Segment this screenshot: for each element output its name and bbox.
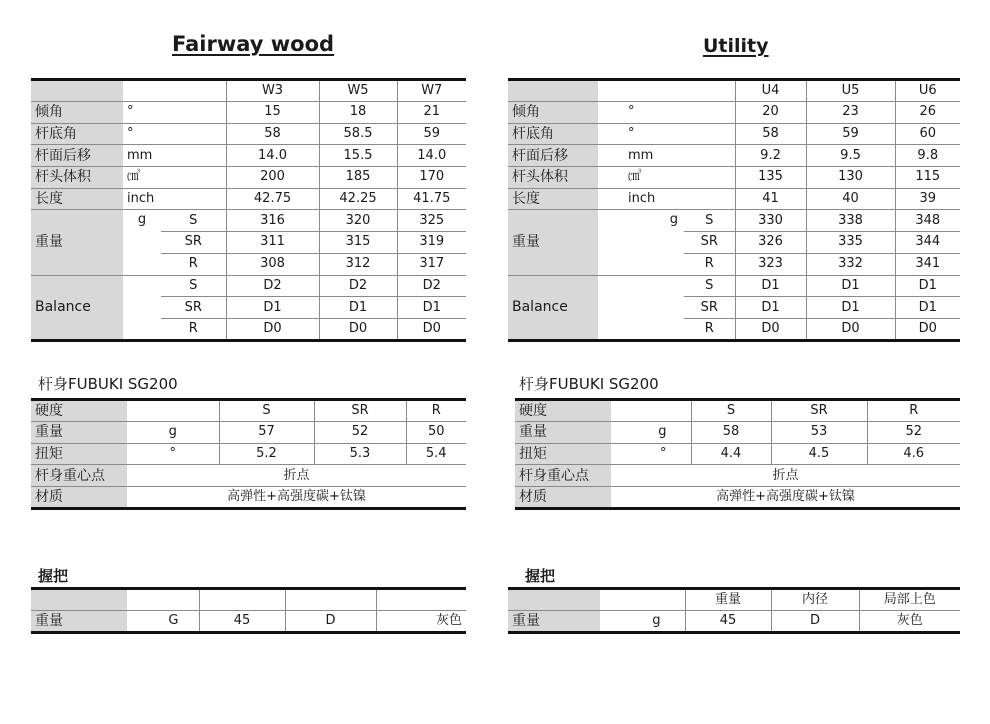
table-row xyxy=(515,422,960,444)
value: 高弹性+高强度碳+钛镍 xyxy=(611,487,960,509)
value: 14.0 xyxy=(397,145,466,167)
table-row xyxy=(31,210,466,232)
unit: ㎤ xyxy=(598,167,735,189)
value: 14.0 xyxy=(226,145,319,167)
row-label: Balance xyxy=(508,275,598,340)
table-row xyxy=(31,487,466,509)
value: 26 xyxy=(895,102,960,124)
fairway-head-spec-table xyxy=(31,78,466,342)
value: 335 xyxy=(806,232,895,254)
table-row xyxy=(508,210,960,232)
row-label: 杆身重心点 xyxy=(515,465,611,487)
value: D0 xyxy=(226,318,319,340)
table-row xyxy=(508,589,960,611)
flex-label: S xyxy=(684,275,735,297)
table-row xyxy=(31,275,466,297)
value: 59 xyxy=(397,123,466,145)
row-label: 倾角 xyxy=(508,102,598,124)
value: D1 xyxy=(397,297,466,319)
flex-label: R xyxy=(161,253,226,275)
row-label: 硬度 xyxy=(31,400,127,422)
flex-label: SR xyxy=(161,232,226,254)
row-label: 长度 xyxy=(31,188,123,210)
table-row xyxy=(508,275,960,297)
value: 4.4 xyxy=(691,443,771,465)
table-row xyxy=(508,145,960,167)
row-label: Balance xyxy=(31,275,123,340)
table-row xyxy=(31,145,466,167)
value: D1 xyxy=(735,297,806,319)
utility-title: Utility xyxy=(703,35,769,57)
unit: G xyxy=(127,610,199,632)
value: 4.5 xyxy=(771,443,867,465)
flex-value: SR xyxy=(771,400,867,422)
value: 15.5 xyxy=(319,145,397,167)
value: D2 xyxy=(319,275,397,297)
table-row xyxy=(508,80,960,102)
column-header: 局部上色 xyxy=(859,589,960,611)
value: 60 xyxy=(895,123,960,145)
flex-label: SR xyxy=(684,232,735,254)
value: 42.25 xyxy=(319,188,397,210)
value: D1 xyxy=(895,275,960,297)
unit: g xyxy=(600,611,685,633)
value: 319 xyxy=(397,232,466,254)
value: 58 xyxy=(735,123,806,145)
flex-value: S xyxy=(219,400,314,422)
flex-value: S xyxy=(691,400,771,422)
value: 39 xyxy=(895,188,960,210)
utility-head-spec-table xyxy=(508,78,960,342)
table-row xyxy=(508,102,960,124)
value: D xyxy=(285,610,376,632)
value: 50 xyxy=(406,422,466,444)
unit: inch xyxy=(123,188,226,210)
value: 折点 xyxy=(127,465,466,487)
value: 317 xyxy=(397,253,466,275)
table-row xyxy=(31,80,466,102)
value: 323 xyxy=(735,253,806,275)
row-label: 重量 xyxy=(31,422,127,444)
flex-label: R xyxy=(684,253,735,275)
row-label: 硬度 xyxy=(515,400,611,422)
table-row xyxy=(508,167,960,189)
value: 312 xyxy=(319,253,397,275)
unit: inch xyxy=(598,188,735,210)
value: 42.75 xyxy=(226,188,319,210)
grip-title: 握把 xyxy=(525,567,556,585)
value: 308 xyxy=(226,253,319,275)
shaft-title: 杆身FUBUKI SG200 xyxy=(519,375,659,393)
table-row xyxy=(508,611,960,633)
value: D2 xyxy=(226,275,319,297)
value: 52 xyxy=(314,422,406,444)
row-label: 扭矩 xyxy=(515,443,611,465)
value: 332 xyxy=(806,253,895,275)
value: 57 xyxy=(219,422,314,444)
row-label: 杆面后移 xyxy=(31,145,123,167)
value: 330 xyxy=(735,210,806,232)
value: 9.8 xyxy=(895,145,960,167)
value: 53 xyxy=(771,422,867,444)
unit: g xyxy=(123,210,161,275)
table-row xyxy=(31,167,466,189)
table-row xyxy=(31,400,466,422)
value: 344 xyxy=(895,232,960,254)
row-label: 倾角 xyxy=(31,102,123,124)
utility-grip-table xyxy=(508,587,960,634)
unit: g xyxy=(611,422,691,444)
row-label: 重量 xyxy=(508,611,600,633)
row-label: 杆底角 xyxy=(31,123,123,145)
value: D1 xyxy=(895,297,960,319)
row-label: 扭矩 xyxy=(31,443,127,465)
table-row xyxy=(508,188,960,210)
fairway-grip-table xyxy=(31,587,466,634)
table-row xyxy=(31,102,466,124)
row-label: 长度 xyxy=(508,188,598,210)
row-label: 杆头体积 xyxy=(31,167,123,189)
value: 130 xyxy=(806,167,895,189)
value: 灰色 xyxy=(376,610,466,632)
flex-label: S xyxy=(684,210,735,232)
value: D1 xyxy=(806,275,895,297)
value: 4.6 xyxy=(867,443,960,465)
value: 348 xyxy=(895,210,960,232)
value: D0 xyxy=(806,318,895,340)
value: 45 xyxy=(199,610,285,632)
value: 311 xyxy=(226,232,319,254)
row-label: 重量 xyxy=(31,210,123,275)
fairway-shaft-table xyxy=(31,398,466,510)
value: D xyxy=(771,611,859,633)
value: D1 xyxy=(735,275,806,297)
column-header: U5 xyxy=(806,80,895,102)
row-label: 杆头体积 xyxy=(508,167,598,189)
value: 5.3 xyxy=(314,443,406,465)
table-row xyxy=(31,123,466,145)
value: 341 xyxy=(895,253,960,275)
value: 59 xyxy=(806,123,895,145)
fairway-wood-title: Fairway wood xyxy=(172,32,335,56)
value: D1 xyxy=(806,297,895,319)
value: 20 xyxy=(735,102,806,124)
value: 320 xyxy=(319,210,397,232)
table-row xyxy=(31,465,466,487)
value: 9.5 xyxy=(806,145,895,167)
value: 338 xyxy=(806,210,895,232)
flex-label: S xyxy=(161,275,226,297)
value: 15 xyxy=(226,102,319,124)
flex-label: SR xyxy=(161,297,226,319)
flex-label: R xyxy=(161,318,226,340)
column-header: W5 xyxy=(319,80,397,102)
value: 高弹性+高强度碳+钛镍 xyxy=(127,487,466,509)
unit: ° xyxy=(598,123,735,145)
row-label: 材质 xyxy=(515,487,611,509)
table-row xyxy=(31,589,466,611)
value: D1 xyxy=(226,297,319,319)
table-row xyxy=(31,610,466,632)
value: 21 xyxy=(397,102,466,124)
grip-title: 握把 xyxy=(38,567,69,585)
flex-label: SR xyxy=(684,297,735,319)
value: 326 xyxy=(735,232,806,254)
value: 315 xyxy=(319,232,397,254)
value: 316 xyxy=(226,210,319,232)
value: 58 xyxy=(691,422,771,444)
value: 9.2 xyxy=(735,145,806,167)
unit: ° xyxy=(598,102,735,124)
flex-label: S xyxy=(161,210,226,232)
value: D2 xyxy=(397,275,466,297)
value: 18 xyxy=(319,102,397,124)
value: 23 xyxy=(806,102,895,124)
flex-value: SR xyxy=(314,400,406,422)
value: 170 xyxy=(397,167,466,189)
unit: ° xyxy=(127,443,219,465)
unit: mm xyxy=(598,145,735,167)
value: 灰色 xyxy=(859,611,960,633)
value: 325 xyxy=(397,210,466,232)
value: D0 xyxy=(895,318,960,340)
row-label: 重量 xyxy=(31,610,127,632)
value: 5.2 xyxy=(219,443,314,465)
row-label: 材质 xyxy=(31,487,127,509)
value: D0 xyxy=(735,318,806,340)
value: D1 xyxy=(319,297,397,319)
value: D0 xyxy=(397,318,466,340)
value: 185 xyxy=(319,167,397,189)
row-label: 杆身重心点 xyxy=(31,465,127,487)
value: 折点 xyxy=(611,465,960,487)
unit: ° xyxy=(123,123,226,145)
unit: ° xyxy=(611,443,691,465)
value: 5.4 xyxy=(406,443,466,465)
unit: ° xyxy=(123,102,226,124)
row-label: 重量 xyxy=(515,422,611,444)
flex-value: R xyxy=(406,400,466,422)
table-row xyxy=(515,443,960,465)
column-header: U4 xyxy=(735,80,806,102)
value: 115 xyxy=(895,167,960,189)
value: 135 xyxy=(735,167,806,189)
column-header: 重量 xyxy=(685,589,771,611)
unit: ㎤ xyxy=(123,167,226,189)
unit: mm xyxy=(123,145,226,167)
column-header: W7 xyxy=(397,80,466,102)
table-row xyxy=(31,188,466,210)
value: 200 xyxy=(226,167,319,189)
flex-value: R xyxy=(867,400,960,422)
unit: g xyxy=(127,422,219,444)
table-row xyxy=(515,465,960,487)
table-row xyxy=(515,400,960,422)
table-row xyxy=(31,422,466,444)
column-header: 内径 xyxy=(771,589,859,611)
value: 52 xyxy=(867,422,960,444)
column-header: U6 xyxy=(895,80,960,102)
value: 41.75 xyxy=(397,188,466,210)
column-header: W3 xyxy=(226,80,319,102)
value: 41 xyxy=(735,188,806,210)
value: D0 xyxy=(319,318,397,340)
unit: g xyxy=(598,210,684,275)
utility-shaft-table xyxy=(515,398,960,510)
table-row xyxy=(508,123,960,145)
row-label: 杆面后移 xyxy=(508,145,598,167)
row-label: 杆底角 xyxy=(508,123,598,145)
value: 45 xyxy=(685,611,771,633)
value: 58.5 xyxy=(319,123,397,145)
flex-label: R xyxy=(684,318,735,340)
value: 40 xyxy=(806,188,895,210)
table-row xyxy=(31,443,466,465)
table-row xyxy=(515,487,960,509)
value: 58 xyxy=(226,123,319,145)
row-label: 重量 xyxy=(508,210,598,275)
shaft-title: 杆身FUBUKI SG200 xyxy=(38,375,178,393)
